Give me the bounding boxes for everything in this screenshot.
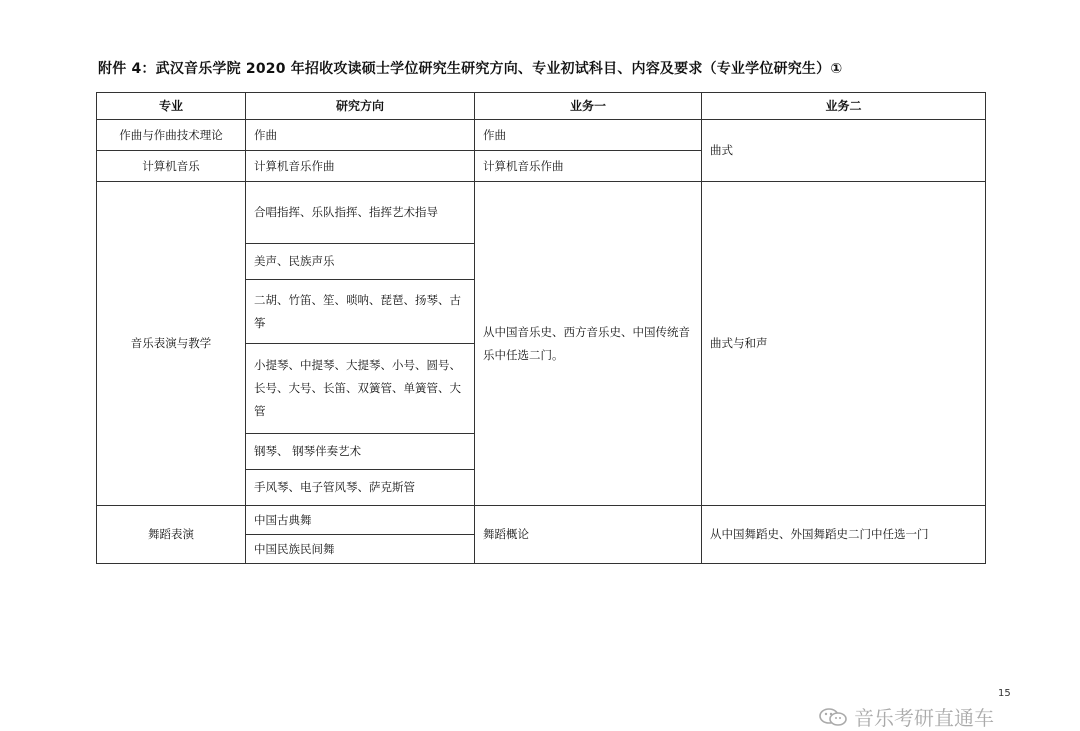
subject2-cell: 从中国舞蹈史、外国舞蹈史二门中任选一门 bbox=[702, 506, 986, 564]
direction-cell: 作曲 bbox=[246, 120, 475, 151]
direction-cell: 美声、民族声乐 bbox=[246, 244, 475, 280]
subject2-cell: 曲式与和声 bbox=[702, 182, 986, 506]
wechat-icon bbox=[818, 707, 848, 727]
direction-cell: 手风琴、电子管风琴、萨克斯管 bbox=[246, 470, 475, 506]
header-subject2: 业务二 bbox=[702, 93, 986, 120]
major-cell: 作曲与作曲技术理论 bbox=[97, 120, 246, 151]
direction-cell: 中国古典舞 bbox=[246, 506, 475, 535]
table-header-row bbox=[97, 93, 986, 120]
subject1-cell: 舞蹈概论 bbox=[475, 506, 702, 564]
watermark bbox=[818, 702, 994, 731]
direction-cell: 钢琴、 钢琴伴奏艺术 bbox=[246, 434, 475, 470]
table-row bbox=[97, 120, 986, 151]
admissions-table bbox=[96, 92, 986, 564]
direction-cell: 中国民族民间舞 bbox=[246, 535, 475, 564]
table-row bbox=[97, 182, 986, 244]
subject1-cell: 作曲 bbox=[475, 120, 702, 151]
major-cell: 舞蹈表演 bbox=[97, 506, 246, 564]
page-title: 附件 4：武汉音乐学院 2020 年招收攻读硕士学位研究生研究方向、专业初试科目、内容及要求（专业学位研究生）① bbox=[98, 61, 843, 77]
major-cell: 计算机音乐 bbox=[97, 151, 246, 182]
table-row bbox=[97, 506, 986, 535]
subject1-cell: 计算机音乐作曲 bbox=[475, 151, 702, 182]
direction-cell: 计算机音乐作曲 bbox=[246, 151, 475, 182]
subject2-cell: 曲式 bbox=[702, 120, 986, 182]
header-major: 专业 bbox=[97, 93, 246, 120]
major-cell: 音乐表演与教学 bbox=[97, 182, 246, 506]
page-number: 15 bbox=[998, 688, 1011, 699]
direction-cell: 二胡、竹笛、笙、唢呐、琵琶、扬琴、古筝 bbox=[246, 280, 475, 344]
direction-cell: 小提琴、中提琴、大提琴、小号、圆号、长号、大号、长笛、双簧管、单簧管、大管 bbox=[246, 344, 475, 434]
subject1-cell: 从中国音乐史、西方音乐史、中国传统音乐中任选二门。 bbox=[475, 182, 702, 506]
header-direction: 研究方向 bbox=[246, 93, 475, 120]
header-subject1: 业务一 bbox=[475, 93, 702, 120]
direction-cell: 合唱指挥、乐队指挥、指挥艺术指导 bbox=[246, 182, 475, 244]
watermark-text: 音乐考研直通车 bbox=[854, 706, 994, 730]
